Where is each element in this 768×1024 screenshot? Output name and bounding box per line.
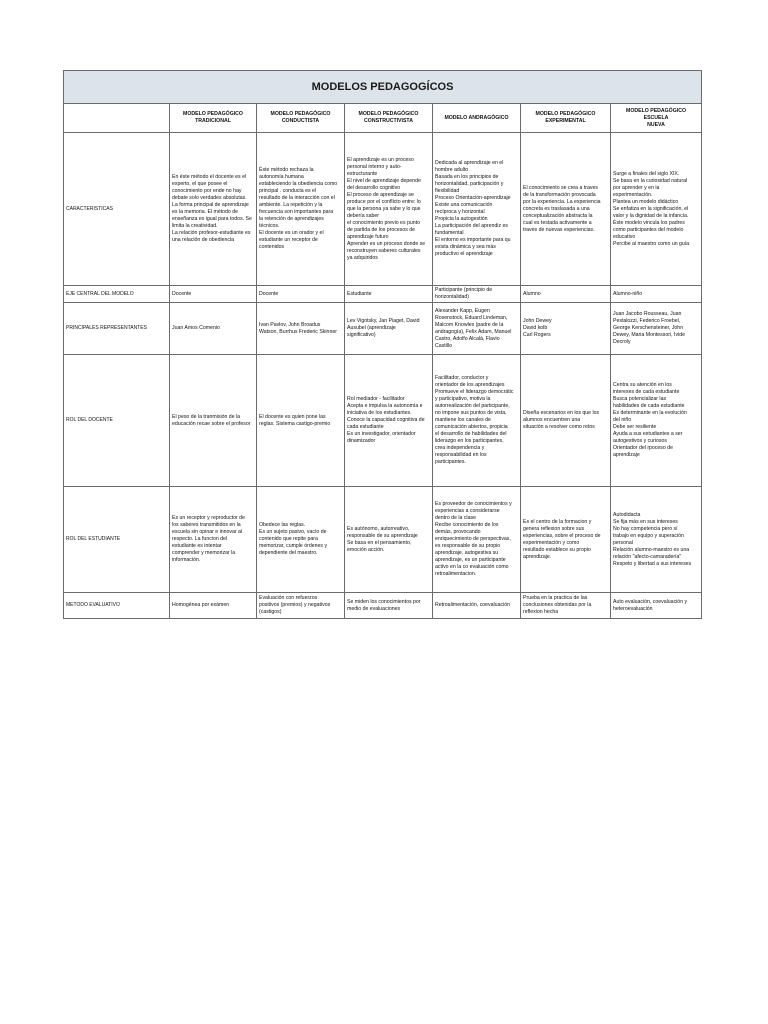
table-cell: Rol mediador - facilitador Acepta e impulsa la autonomía e iniciativa de los estudiantes. Conoce la capacidad cognitiva de cada estudiante Es un investigador, orientador dinamizador [345, 355, 433, 487]
table-cell: Alumno-niño [611, 286, 702, 303]
table-cell: El aprendizaje es un proceso personal interno y auto- estructurante El nivel de aprendizaje depende del desarrollo cognitivo El proceso de aprendizaje se produce por el conflicto entre: lo que la persona ya sabe y lo que debería saber el conocimiento previo es punto de partida de los procesos de aprendizaje futuro Aprender es un proceso donde se reconstruyen saberes culturales ya adquiridos [345, 133, 433, 286]
table-cell: Homogénea por exámen [170, 593, 257, 619]
row-label: METODO EVALUATIVO [64, 593, 170, 619]
table-cell: Dedicada al aprendizaje en el hombre adulto Basada en los principios de horizontalidad, participación y flexibilidad Proceso Orientación-aprendizaje Existe una comunicación recíproca y horizontal Propicia la autogestión La participación del aprendiz es fundamental El entorno es importante para qu exista dinámica y sea más productivo el aprendizaje [433, 133, 521, 286]
row-label: CARACTERISTICAS [64, 133, 170, 286]
header-corner-cell [64, 104, 170, 133]
title-row [64, 71, 702, 104]
table-cell: El conocimiento se crea a traves de la transformación provocada por la experiencia. La experiencia concreta es traslasada a una conceptualización abstracta la cual es testada activamente a traves de nuevas experiencias. [521, 133, 611, 286]
table-cell: Obedece las reglas. Es un sujeto pasivo, vacío de contenido que repite para memorizar, cumple órdenes y dependiente del maestro. [257, 487, 345, 593]
pedagogical-models-table [63, 70, 702, 619]
table-cell: Surge a finales del siglo XIX. Se basa en la curiosidad natural por aprender y en la experimentación. Plantea un modelo didáctico Se enfatiza en la significación, el valor y la dignidad de la infancia. Éste modelo vincula los padres como participantes del modelo educativo Percibe al maestro como un guía [611, 133, 702, 286]
table-row-eje-central [64, 286, 702, 303]
table-cell: Evaluación con refuerzos positivos (premios) y negativos (castigos) [257, 593, 345, 619]
row-label: ROL DEL ESTUDIANTE [64, 487, 170, 593]
table-cell: Es un receptor y reproductor de los saberes transmitidos en la escuela sin opinar e innovar al respecto. La funcion del estudiante es intentar comprender y memorizar la información. [170, 487, 257, 593]
table-cell: Prueba en la practica de las conclusiones obtenidas por la reflexion hecha [521, 593, 611, 619]
table-cell: Lev Vigotsky, Jan Piaget, David Ausubel (aprendizaje significativo) [345, 303, 433, 355]
table-cell: Autodidacta Se fija más en sus intereses No hay competencia pero sí trabajo en equipo y superación personal Relación alumno-maestro es una relación "afecto-camaradería" Respeto y libertad a sus intereses [611, 487, 702, 593]
table-row-rol-docente [64, 355, 702, 487]
table-cell: Centra su atención en los intereses de cada estudiante Busca potencializar las habilidades de cada estudiante Es determinante en la evolución del niño Debe ser resiliente Ayuda a sus estudiantes a ser autogestivos y curiosos Orientador del rpoceso de aprendizaje [611, 355, 702, 487]
header-row [64, 104, 702, 133]
table-cell: Docente [257, 286, 345, 303]
table-cell: Juan Jacobo Rousseau, Juan Pestalozzi, Federico Froebel, George Kerschensteiner, John Dewey, Maria Montessori, Ivide Decroly [611, 303, 702, 355]
column-header-constructivista: MODELO PEDAGÓGICO CONSTRUCTIVISTA [345, 104, 433, 133]
table-cell: Juan Amos Comenio [170, 303, 257, 355]
column-header-experimental: MODELO PEDAGÓGICO EXPERIMENTAL [521, 104, 611, 133]
table-cell: Ivan Pavlov, John Broadus Watson, Burrhus Frederic Skinner [257, 303, 345, 355]
row-label: EJE CENTRAL DEL MODELO [64, 286, 170, 303]
table-cell: Retroalimentación, coevaluación [433, 593, 521, 619]
row-label: PRINCIPALES REPRESENTANTES [64, 303, 170, 355]
table-cell: Auto evaluación, coevaluación y heteroevaluación [611, 593, 702, 619]
column-header-escuela-nueva: MODELO PEDAGÓGICO ESCUELA NUEVA [611, 104, 702, 133]
table-row-caracteristicas [64, 133, 702, 286]
table-cell: Facilitador, conductor y orientador de los aprendizajes Promueve el liderazgo democrátic y participativo, motiva la autorrealización del participante, no impone sus puntos de vista, mantiene los canales de comunicación abiertos, propicia el desarrollo de habilidades del liderazgo en los participantes, crea independencia y responsabilidad en los participantes. [433, 355, 521, 487]
table-cell: Se miden los conocimientos por medio de evaluaciones [345, 593, 433, 619]
table-cell: Docente [170, 286, 257, 303]
table-cell: Es proveedor de conocimientos y experiencias a considerarse dentro de la clase Recibe conocimiento de los demás, provocando enriquecimiento de perspectivas, es responsable de su propio aprendizaje, autogestiva su aprendizaje, es un participante activo en la co evaluación como retroalimentacion. [433, 487, 521, 593]
table-cell: Éste método rechaza la autonomía humana estableciendo la obediencia como principal . conducta es el resultado de la interacción con el ambiente. La repetición y la frecuencia son importantes para la retención de aprendizajes técnicos. El docente es un orador y el estudiante un receptor de contenidos [257, 133, 345, 286]
table-cell: En éste método el docente es el experto, el que posee el conocimiento por ende no hay debate solo verdades absolutas. La forma principal de aprendizaje es la memoria. El método de enseñanza es igual para todos. Se limita la creatividad. La relación profesor-estudiante es una relación de obediencia [170, 133, 257, 286]
column-header-tradicional: MODELO PEDAGÓGICO TRADICIONAL [170, 104, 257, 133]
table-title: MODELOS PEDAGOGÍCOS [64, 71, 702, 104]
column-header-andragogico: MODELO ANDRAGÓGICO [433, 104, 521, 133]
table-cell: Diseña escenarios en los que los alumnos encuentren una situación a resolver como retos [521, 355, 611, 487]
table-row-rol-estudiante [64, 487, 702, 593]
table-cell: El docente es quien pone las reglas. Sistema castigo-premio [257, 355, 345, 487]
table-cell: Es autónomo, autorreativo, responsable de su aprendizaje Se basa en el pensamiento, emoción acción. [345, 487, 433, 593]
table-cell: Estudiante [345, 286, 433, 303]
table-cell: Es el centro de la formacion y genera reflexion sobre sus experiencias, sobre el proceso de experimentación y como resultado establece su propio aprendizaje. [521, 487, 611, 593]
table-row-metodo-evaluativo [64, 593, 702, 619]
table-cell: Participante (principio de horizontalidad) [433, 286, 521, 303]
table-cell: Alumno [521, 286, 611, 303]
table-cell: Alexander Kapp, Eugen Rosenstock, Eduard Lindeman, Malcom Knowles (padre de la andragogía), Felix Adam, Manuel Castro, Adolfo Alcalá, Flavio Castillo [433, 303, 521, 355]
row-label: ROL DEL DOCENTE [64, 355, 170, 487]
column-header-conductista: MODELO PEDAGÓGICO CONDUCTISTA [257, 104, 345, 133]
table-cell: El peso de la tranmisión de la educación recae sobre el profesor [170, 355, 257, 487]
table-cell: John Dewey David kolb Carl Rogers [521, 303, 611, 355]
table-row-representantes [64, 303, 702, 355]
